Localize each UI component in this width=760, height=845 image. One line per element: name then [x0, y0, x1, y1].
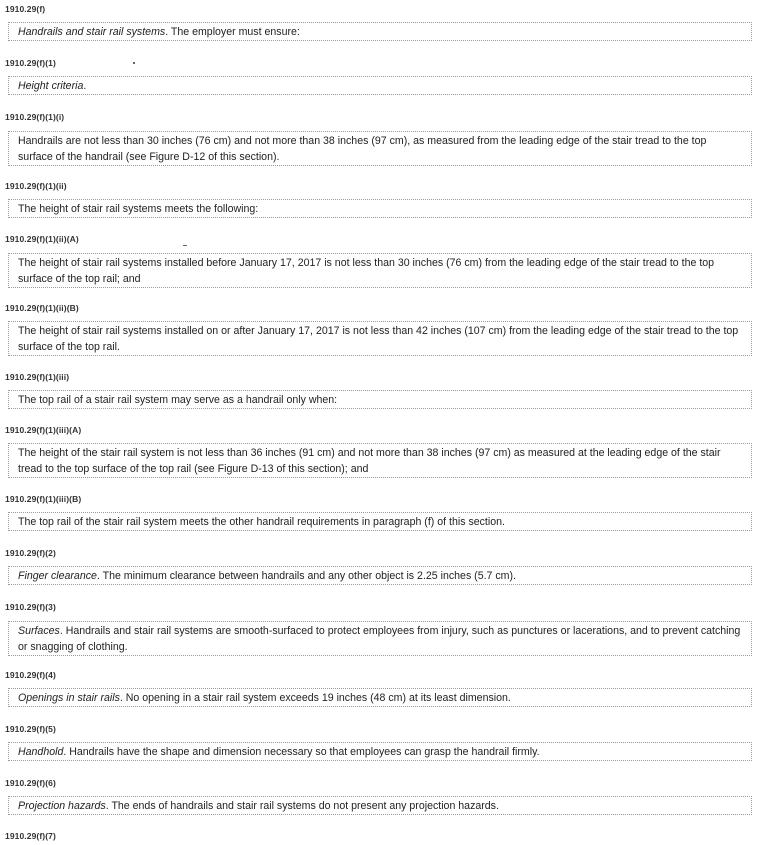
section-body: The height of stair rail systems installed on or after January 17, 2017 is not less than 42 inches (107 cm) from the leading edge of the stair tread to the top surface of the top rail.	[18, 325, 739, 353]
section-body: The height of stair rail systems meets the following:	[18, 203, 259, 215]
section-text-box	[8, 131, 752, 166]
section-text-box	[8, 22, 752, 41]
section-text-box	[8, 443, 752, 478]
section-text-box	[8, 512, 752, 531]
section-title: Openings in stair rails	[18, 692, 120, 704]
section-body: The top rail of a stair rail system may serve as a handrail only when:	[18, 394, 338, 406]
scan-speck	[183, 245, 187, 246]
section-body: The height of the stair rail system is not less than 36 inches (91 cm) and not more than 38 inches (97 cm) as measured at the leading edge of the stair tread to the top surface of the top rail (see Figure D-13 of this section); and	[18, 447, 721, 475]
section-text-box	[8, 390, 752, 409]
section-body: . No opening in a stair rail system exceeds 19 inches (48 cm) at its least dimension.	[119, 692, 511, 704]
section-title: Finger clearance	[18, 570, 97, 582]
section-text-box	[8, 688, 752, 707]
section-text-box	[8, 76, 752, 95]
section-citation: 1910.29(f)(1)(iii)(B)	[5, 494, 82, 504]
section-body: . The employer must ensure:	[165, 26, 300, 38]
section-body: . Handrails have the shape and dimension necessary so that employees can grasp the handrail firmly.	[63, 746, 540, 758]
section-citation: 1910.29(f)(1)(ii)(A)	[5, 234, 79, 244]
section-citation: 1910.29(f)(1)(ii)	[5, 181, 67, 191]
section-text-box	[8, 742, 752, 761]
section-citation: 1910.29(f)(3)	[5, 602, 56, 612]
section-citation: 1910.29(f)(1)(iii)	[5, 372, 70, 382]
section-text-box	[8, 199, 752, 218]
section-citation: 1910.29(f)(1)(ii)(B)	[5, 303, 79, 313]
section-citation: 1910.29(f)(1)(i)	[5, 112, 65, 122]
section-body: The top rail of the stair rail system meets the other handrail requirements in paragraph (f) of this section.	[18, 516, 505, 528]
section-title: Projection hazards	[18, 800, 106, 812]
section-body: . The ends of handrails and stair rail systems do not present any projection hazards.	[105, 800, 499, 812]
section-citation: 1910.29(f)(2)	[5, 548, 56, 558]
section-text-box	[8, 566, 752, 585]
section-title: Handrails and stair rail systems	[18, 26, 166, 38]
section-body: Handrails are not less than 30 inches (76 cm) and not more than 38 inches (97 cm), as measured from the leading edge of the stair tread to the top surface of the handrail (see Figure D-12 of this section).	[18, 135, 707, 163]
section-citation: 1910.29(f)(4)	[5, 670, 56, 680]
section-body: . Handrails and stair rail systems are smooth-surfaced to protect employees from injury, such as punctures or lacerations, and to prevent catching or snagging of clothing.	[18, 625, 741, 653]
section-text-box	[8, 321, 752, 356]
section-title: Height criteria	[18, 80, 84, 92]
section-text-box	[8, 796, 752, 815]
section-citation: 1910.29(f)(1)	[5, 58, 56, 68]
section-text-box	[8, 253, 752, 288]
section-body: .	[83, 80, 87, 92]
section-title: Surfaces	[18, 625, 60, 637]
section-citation: 1910.29(f)(1)(iii)(A)	[5, 425, 82, 435]
section-citation: 1910.29(f)(5)	[5, 724, 56, 734]
section-body: The height of stair rail systems installed before January 17, 2017 is not less than 30 inches (76 cm) from the leading edge of the stair tread to the top surface of the top rail; and	[18, 257, 715, 285]
section-citation: 1910.29(f)(6)	[5, 778, 56, 788]
section-body: . The minimum clearance between handrails and any other object is 2.25 inches (5.7 cm).	[96, 570, 516, 582]
section-citation: 1910.29(f)	[5, 4, 46, 14]
scan-speck	[133, 62, 135, 64]
section-text-box	[8, 621, 752, 656]
section-title: Handhold	[18, 746, 64, 758]
section-citation: 1910.29(f)(7)	[5, 831, 56, 841]
